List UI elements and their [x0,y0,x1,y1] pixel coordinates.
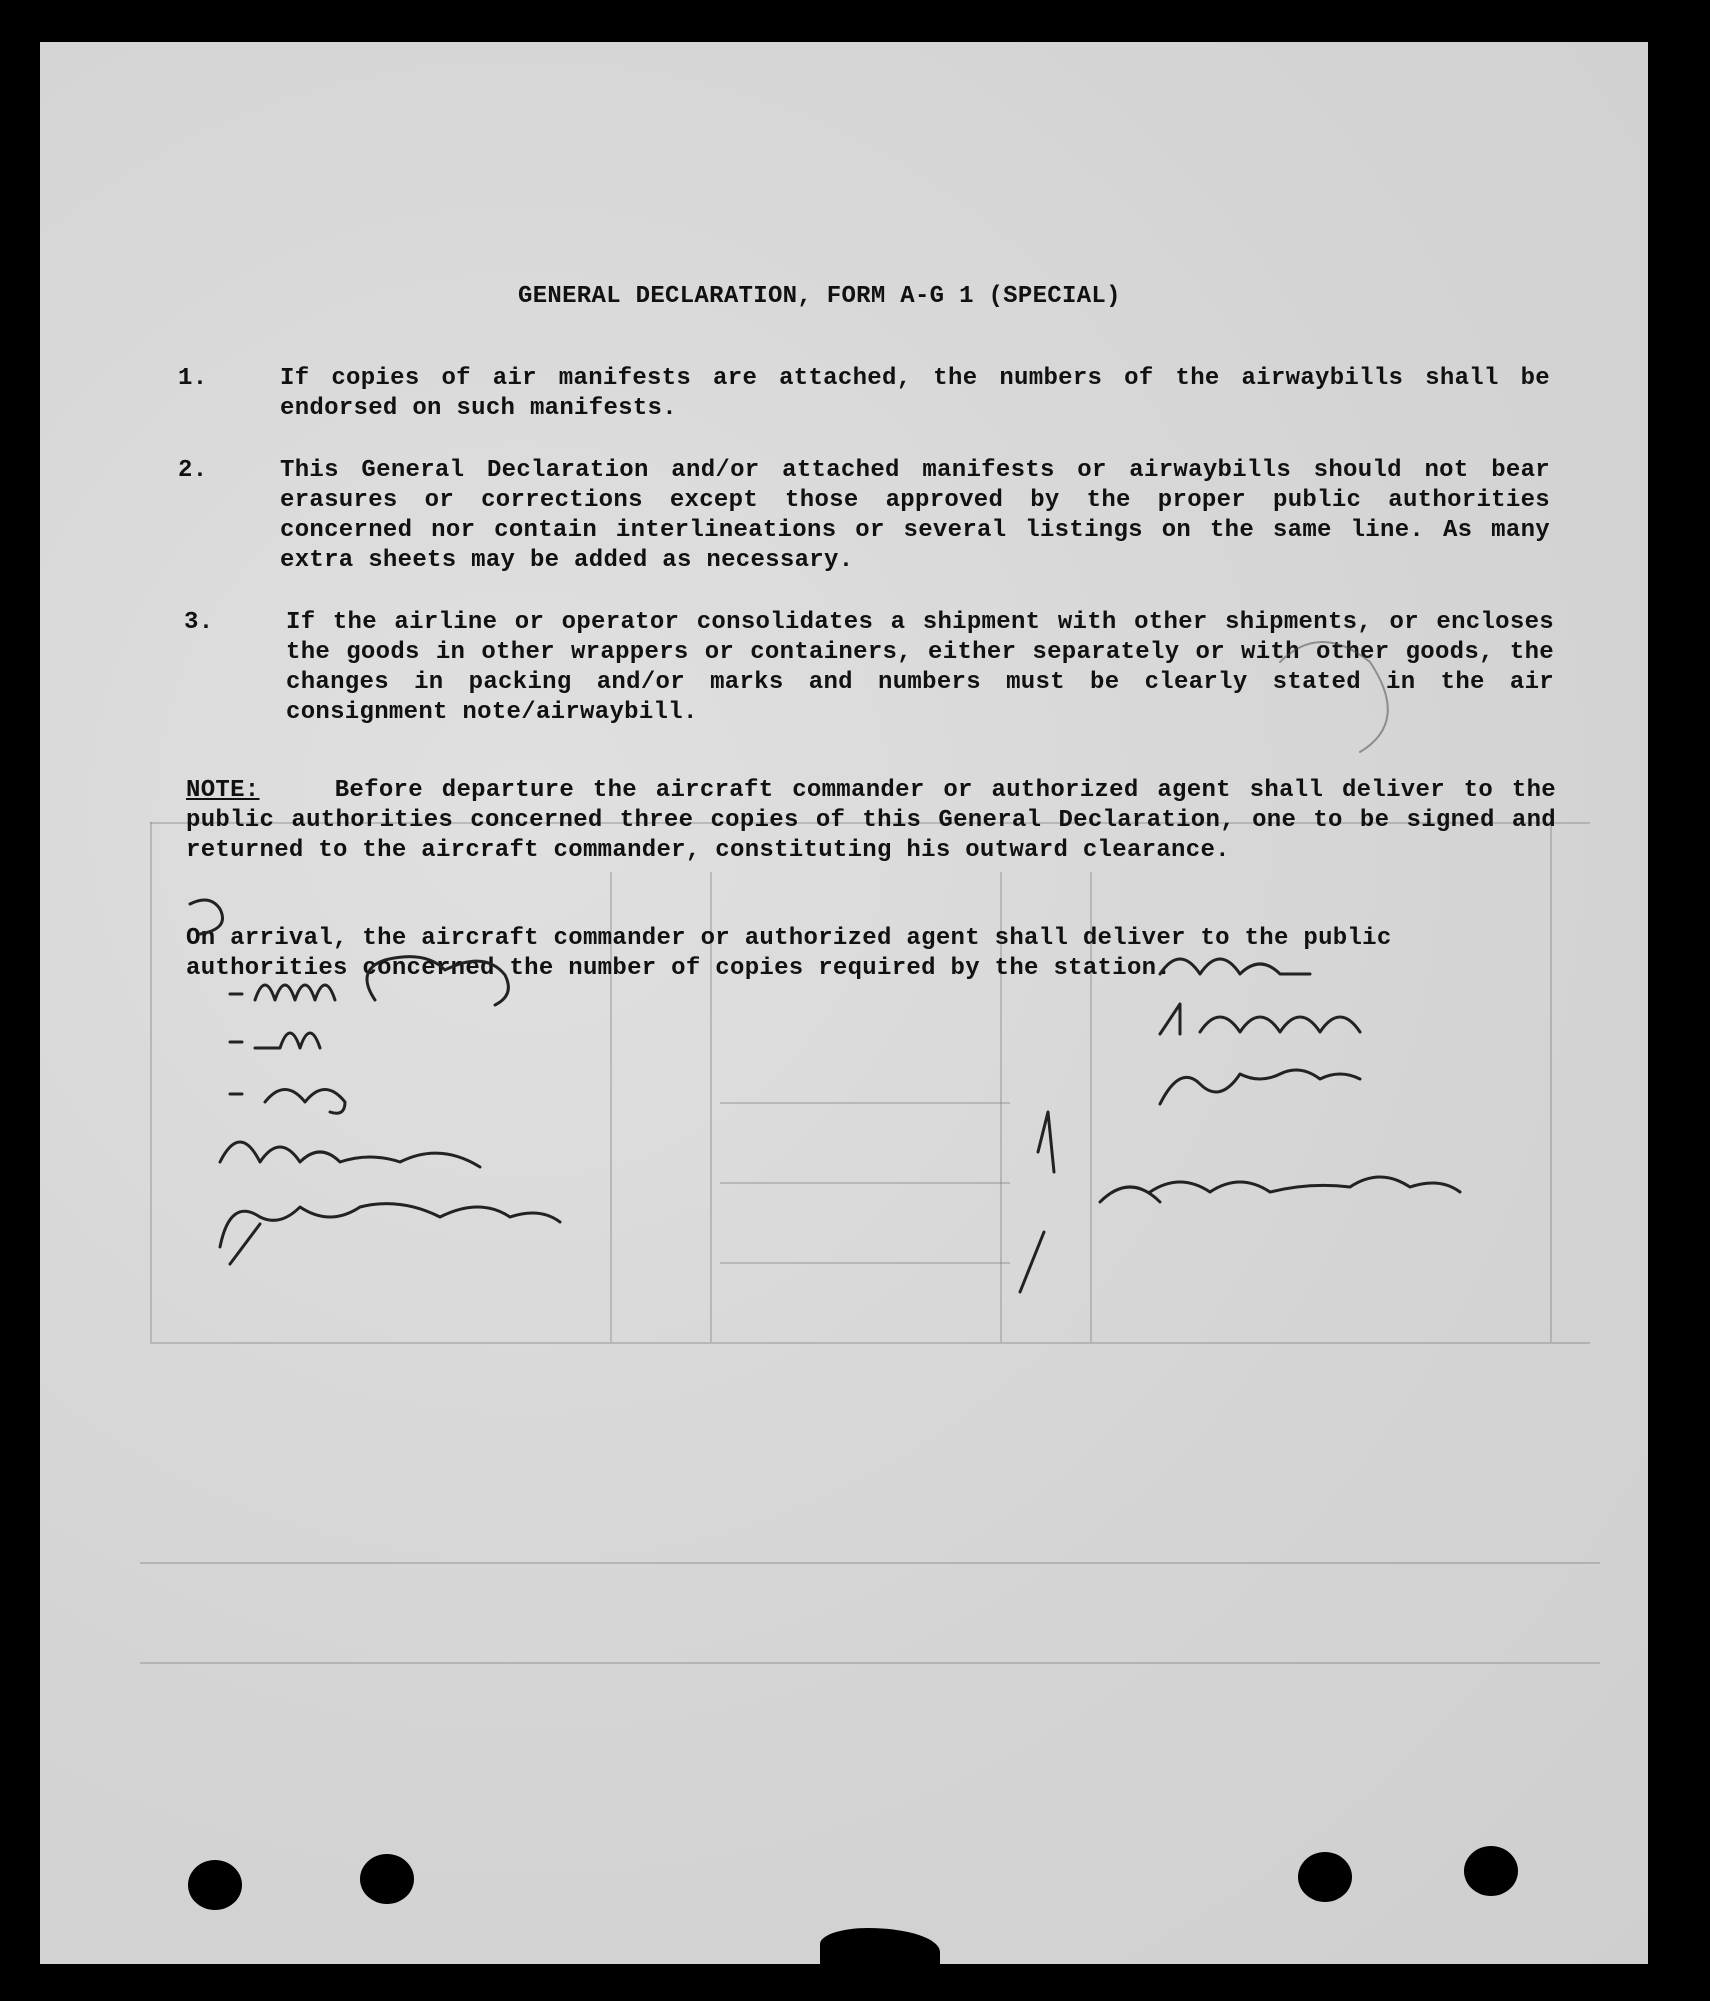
punch-hole [188,1860,242,1910]
handwriting-scribbles [40,42,1648,1964]
punch-hole [1464,1846,1518,1896]
punch-hole [360,1854,414,1904]
item-number: 3. [184,609,214,636]
item-text: This General Declaration and/or attached manifests or airwaybills should not bear erasures or corrections except those approved by the proper public authorities concerned nor contain interlineations or several listings on the same line. As many extra sheets may be added as necessary. [280,457,1550,574]
punch-hole [1298,1852,1352,1902]
note-label: NOTE: [186,777,260,804]
arrival-paragraph: On arrival, the aircraft commander or authorized agent shall deliver to the public authorities concerned the number of copies required by the station. [186,925,1392,982]
item-text: If the airline or operator consolidates a shipment with other shipments, or encloses the goods in other wrappers or containers, either separately or with other goods, the changes in packing and/or marks and numbers must be clearly stated in the air consignment note/airwaybill. [286,609,1554,726]
page-title: GENERAL DECLARATION, FORM A-G 1 (SPECIAL) [518,283,1121,310]
document-page [40,42,1648,1964]
item-text: If copies of air manifests are attached, the numbers of the airwaybills shall be endorsed on such manifests. [280,365,1550,422]
item-number: 1. [178,365,208,392]
note-text: Before departure the aircraft commander or authorized agent shall deliver to the public authorities concerned three copies of this General Declaration, one to be signed and returned to the aircraft commander, constituting his outward clearance. [186,777,1557,864]
item-number: 2. [178,457,208,484]
